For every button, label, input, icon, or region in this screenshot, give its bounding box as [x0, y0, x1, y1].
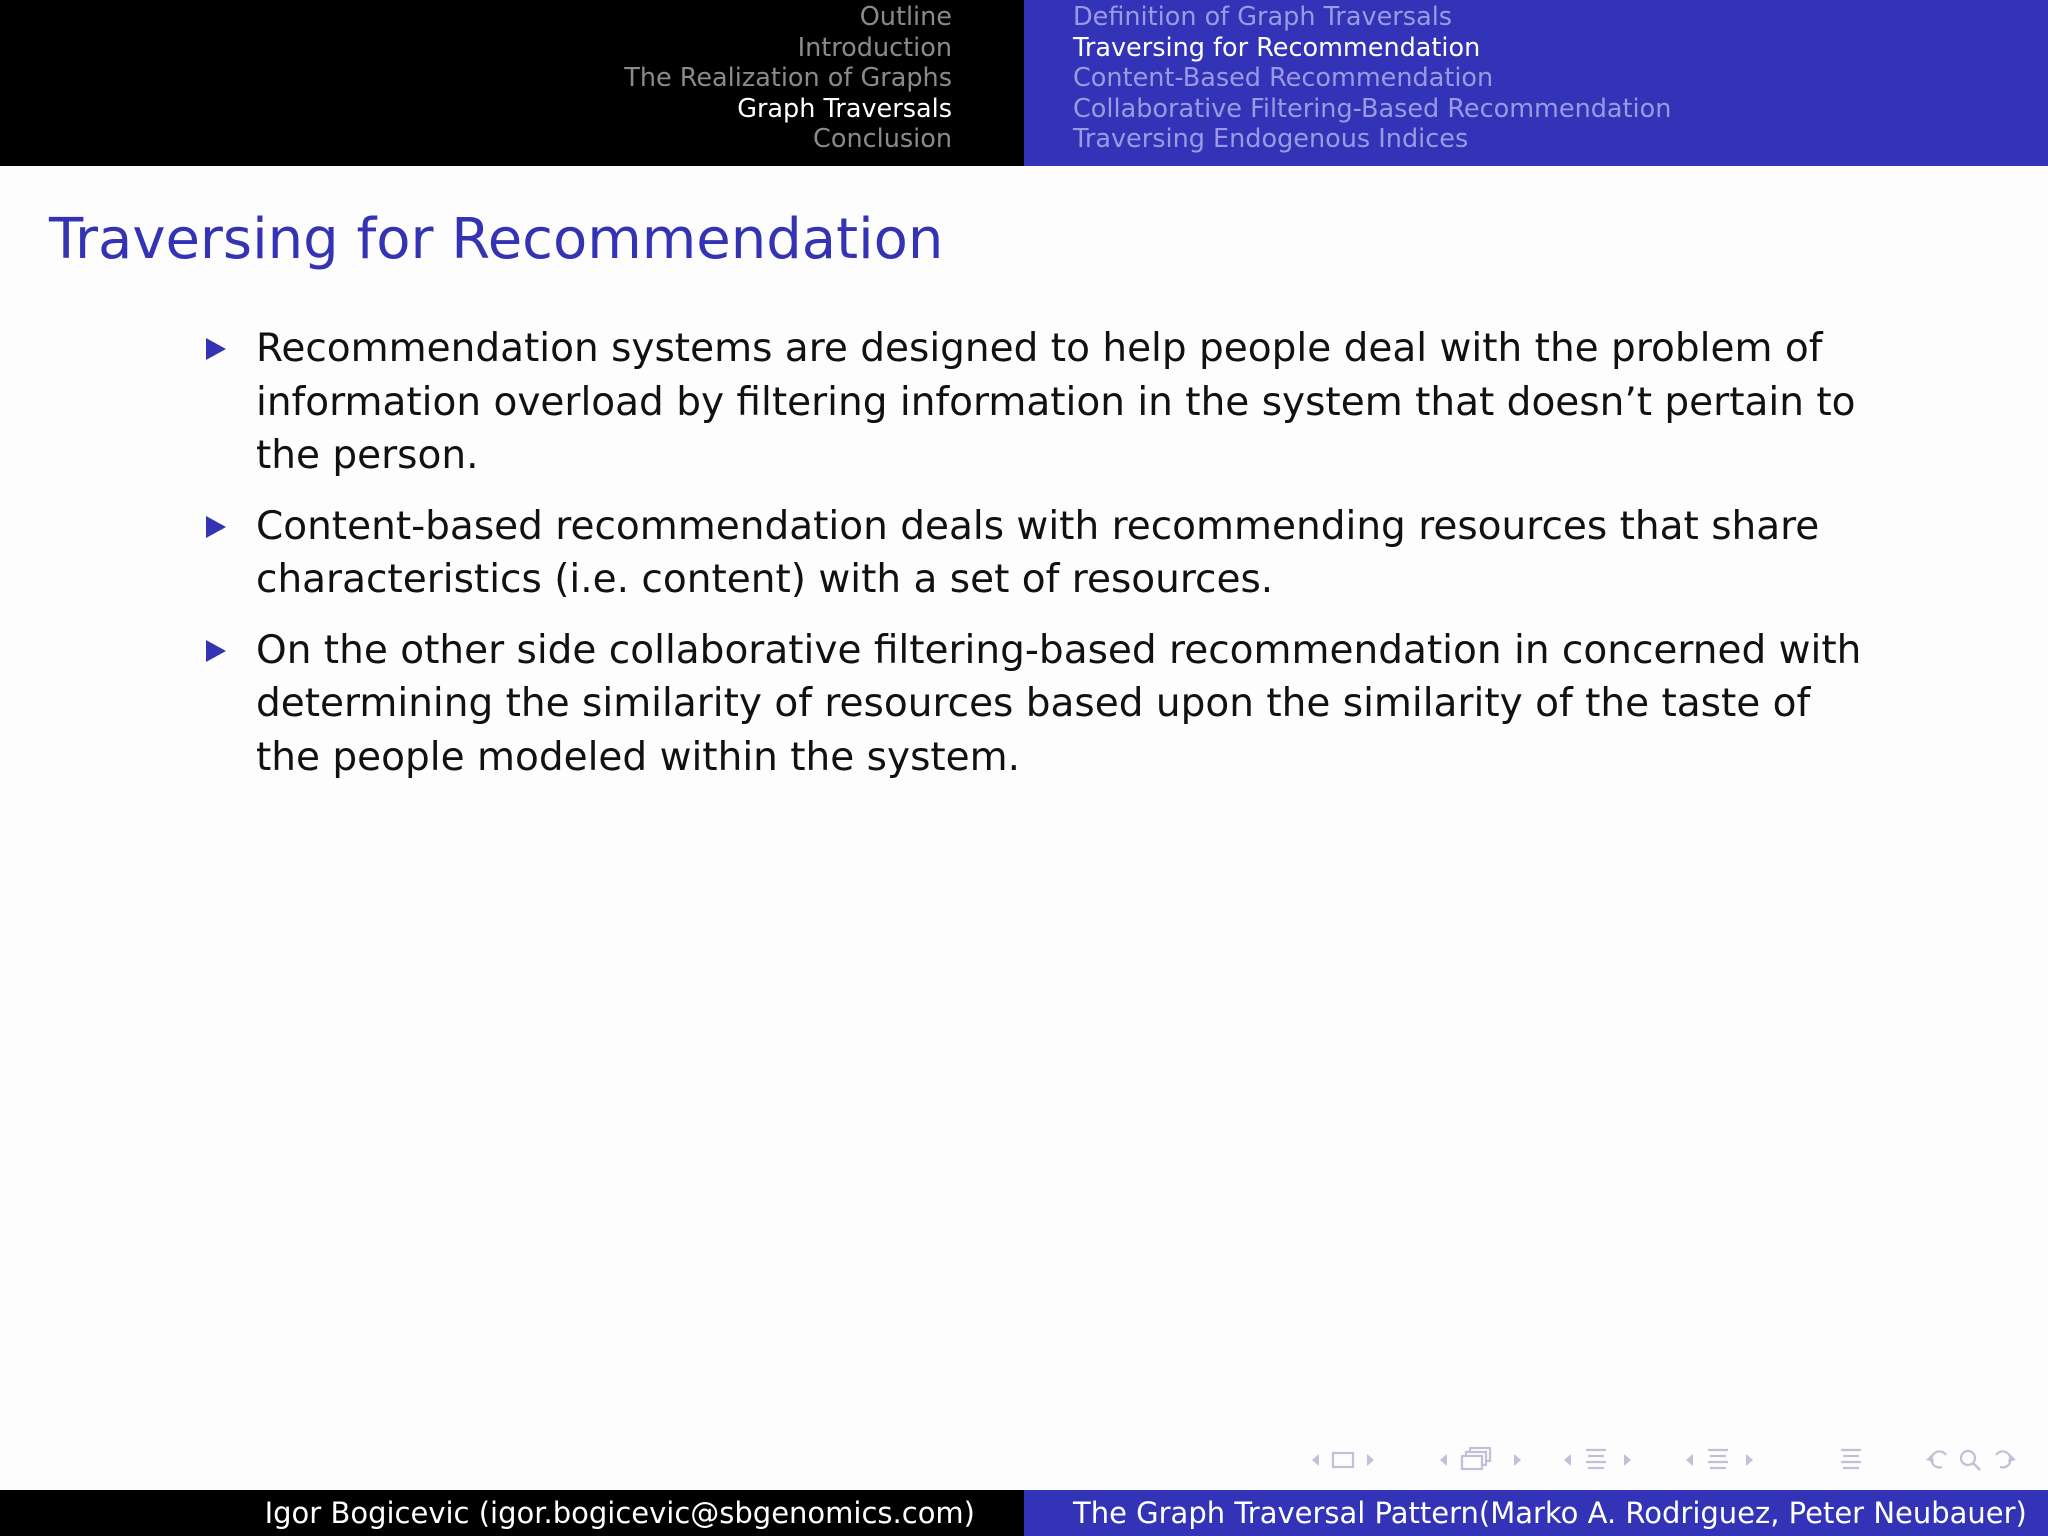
slide-nav-icon[interactable]: [1310, 1444, 1390, 1476]
slide-title: Traversing for Recommendation: [49, 207, 944, 272]
bullet-list: [256, 322, 1896, 801]
section-nav-icon[interactable]: [1684, 1444, 1774, 1476]
frame-nav-icon[interactable]: [1438, 1444, 1534, 1476]
section-nav: [0, 0, 1024, 166]
footer-author: Igor Bogicevic (igor.bogicevic@sbgenomics.com): [0, 1490, 1024, 1536]
bullet-item: [256, 322, 1896, 483]
bullet-text-line: the person.: [256, 433, 479, 478]
nav-subsection-traversing-recommendation[interactable]: Traversing for Recommendation: [1073, 32, 1481, 63]
bullet-triangle-icon: [206, 338, 226, 360]
bullet-text-line: Recommendation systems are designed to help people deal with the problem of: [256, 326, 1823, 371]
bullet-text-line: information overload by filtering information in the system that doesn’t pertain to: [256, 379, 1856, 425]
bullet-triangle-icon: [206, 516, 226, 538]
header-nav-bar: [0, 0, 2048, 166]
document-nav-icon[interactable]: [1838, 1444, 1868, 1476]
navigation-symbols: [1310, 1444, 2030, 1476]
nav-subsection-definition[interactable]: Definition of Graph Traversals: [1073, 2, 1453, 32]
bullet-text-line: Content-based recommendation deals with recommending resources that share: [256, 503, 1820, 549]
subsection-nav: [1024, 0, 2048, 166]
nav-subsection-collaborative-filtering[interactable]: Collaborative Filtering-Based Recommendation: [1073, 93, 1672, 124]
subsection-nav-icon[interactable]: [1562, 1444, 1652, 1476]
footer-bar: [0, 1490, 2048, 1536]
bullet-text-line: determining the similarity of resources based upon the similarity of the taste of: [256, 681, 1811, 726]
bullet-triangle-icon: [206, 640, 226, 662]
nav-section-realization-of-graphs[interactable]: The Realization of Graphs: [624, 63, 952, 93]
nav-section-conclusion[interactable]: Conclusion: [813, 124, 952, 154]
bullet-item: [256, 624, 1896, 785]
search-back-forward-icon[interactable]: [1924, 1444, 2024, 1476]
nav-section-outline[interactable]: Outline: [859, 2, 952, 32]
nav-subsection-content-based[interactable]: Content-Based Recommendation: [1073, 63, 1494, 93]
bullet-text-line: On the other side collaborative filtering-based recommendation in concerned with: [256, 627, 1862, 673]
nav-subsection-endogenous-indices[interactable]: Traversing Endogenous Indices: [1073, 124, 1469, 154]
nav-section-introduction[interactable]: Introduction: [797, 32, 952, 63]
bullet-text-line: characteristics (i.e. content) with a set of resources.: [256, 557, 1274, 602]
bullet-item: [256, 500, 1896, 607]
bullet-text-line: the people modeled within the system.: [256, 734, 1021, 780]
footer-presentation-title: The Graph Traversal Pattern(Marko A. Rodriguez, Peter Neubauer): [1024, 1490, 2048, 1536]
nav-section-graph-traversals[interactable]: Graph Traversals: [737, 93, 952, 124]
